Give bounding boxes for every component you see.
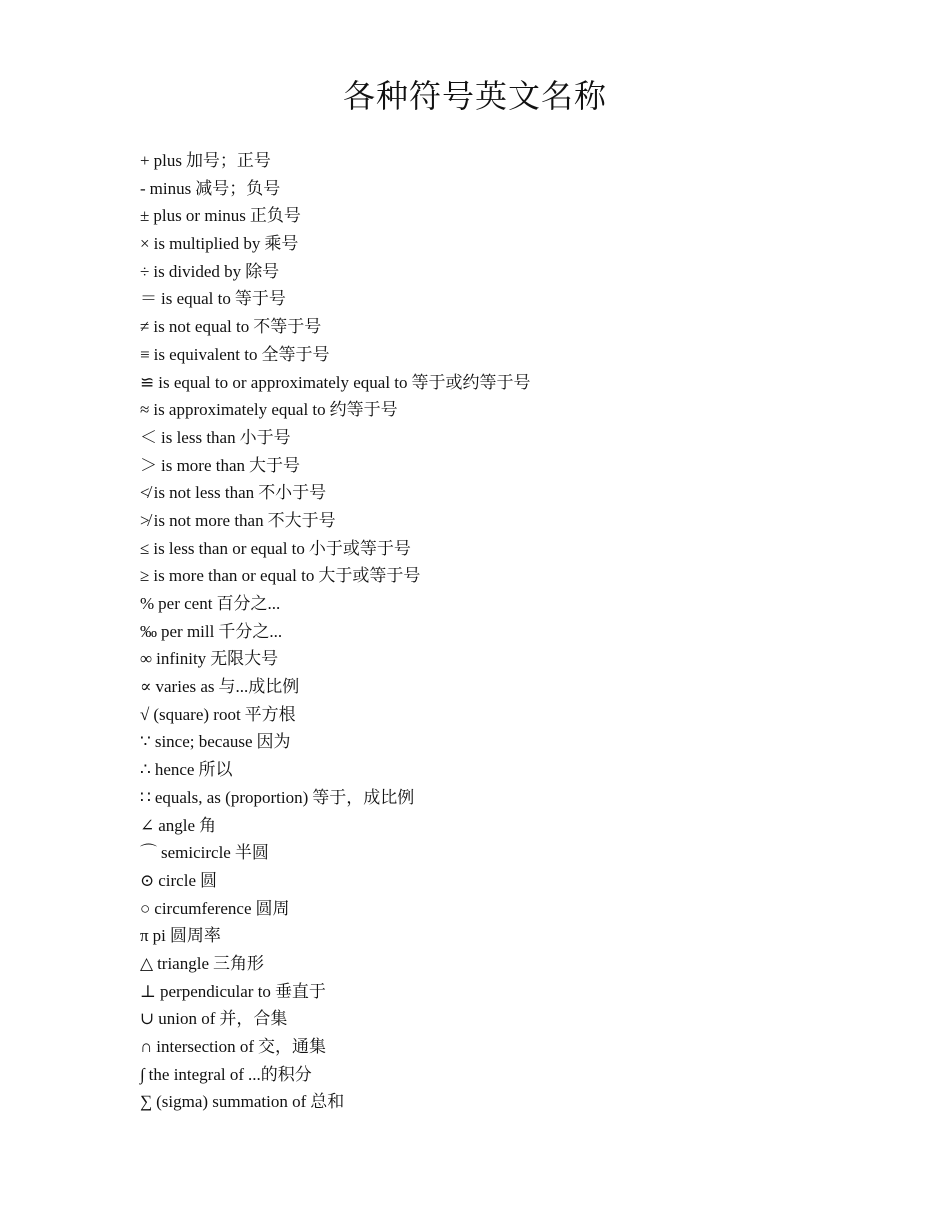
english-name: circle [158, 870, 196, 890]
english-name: is equal to [161, 289, 231, 309]
list-item [140, 978, 840, 1006]
symbol-glyph: ≌ [140, 372, 155, 392]
symbol-glyph: + [140, 151, 150, 170]
list-item [140, 590, 840, 618]
symbol-glyph: ≈ [140, 400, 150, 420]
symbol-glyph: ∝ [140, 677, 152, 697]
symbol-glyph: ≤ [140, 538, 150, 558]
symbol-glyph: ∵ [140, 732, 151, 752]
list-item [140, 147, 840, 175]
symbol-glyph: ∪ [140, 1009, 155, 1029]
english-name: intersection of [156, 1037, 254, 1056]
chinese-name: 小于号 [239, 427, 291, 447]
chinese-name: 加号；正号 [185, 151, 271, 170]
english-name: per mill [161, 621, 215, 641]
english-name: is equivalent to [153, 344, 258, 364]
symbol-glyph: √ [140, 704, 150, 724]
chinese-name: 所以 [198, 760, 233, 780]
list-item [140, 922, 840, 950]
chinese-name: 正负号 [249, 206, 301, 226]
symbol-glyph: ∩ [140, 1037, 153, 1056]
symbol-glyph: ≡ [140, 344, 150, 364]
chinese-name: 与...成比例 [218, 677, 300, 697]
list-item [140, 895, 840, 923]
list-item [140, 535, 840, 563]
chinese-name: 圆周率 [169, 926, 221, 946]
chinese-name: 不小于号 [258, 483, 327, 503]
symbol-glyph: ‰ [140, 621, 157, 641]
english-name: pi [152, 926, 166, 946]
symbol-glyph: ⊥ [140, 981, 156, 1001]
chinese-name: 圆周 [255, 898, 290, 918]
symbol-glyph: ∴ [140, 760, 151, 780]
english-name: is not less than [153, 483, 255, 503]
symbol-glyph: ± [140, 206, 150, 226]
symbol-glyph: ∫ [140, 1064, 145, 1084]
symbol-glyph: ＞ [140, 455, 157, 475]
english-name: is equal to or approximately equal to [158, 372, 408, 392]
english-name: plus or minus [153, 206, 246, 226]
list-item [140, 645, 840, 673]
chinese-name: 并，合集 [219, 1009, 288, 1029]
chinese-name: 小于或等于号 [308, 538, 411, 558]
chinese-name: 等于或约等于号 [411, 372, 531, 392]
list-item [140, 452, 840, 480]
english-name: (sigma) summation of [156, 1092, 307, 1112]
symbol-glyph: ＜ [140, 427, 157, 447]
symbol-glyph: - [140, 178, 146, 198]
list-item [140, 202, 840, 230]
list-item [140, 1005, 840, 1033]
english-name: minus [149, 178, 192, 198]
symbol-glyph: ＝ [140, 289, 157, 309]
symbol-glyph: ≥ [140, 566, 150, 586]
list-item [140, 839, 840, 867]
chinese-name: 大于号 [249, 455, 301, 475]
list-item [140, 673, 840, 701]
chinese-name: 不等于号 [253, 317, 322, 337]
english-name: is approximately equal to [153, 400, 326, 420]
list-item [140, 1088, 840, 1116]
symbol-glyph: ≮ [140, 483, 150, 503]
chinese-name: 垂直于 [274, 981, 326, 1001]
page-title: 各种符号英文名称 [342, 78, 607, 114]
chinese-name: 减号；负号 [195, 178, 281, 198]
chinese-name: 因为 [256, 732, 291, 752]
list-item [140, 1033, 840, 1061]
list-item [140, 701, 840, 729]
list-item [140, 424, 840, 452]
symbol-list [140, 147, 840, 1116]
english-name: is more than or equal to [153, 566, 315, 586]
chinese-name: 平方根 [244, 704, 296, 724]
list-item [140, 175, 840, 203]
english-name: is not equal to [153, 317, 250, 337]
chinese-name: 千分之... [218, 621, 283, 641]
chinese-name: 大于或等于号 [318, 566, 421, 586]
english-name: triangle [157, 953, 209, 973]
chinese-name: 全等于号 [261, 344, 330, 364]
list-item [140, 950, 840, 978]
english-name: per cent [158, 594, 213, 613]
symbol-glyph: ≯ [140, 510, 150, 530]
chinese-name: 乘号 [264, 234, 299, 254]
list-item [140, 756, 840, 784]
list-item [140, 479, 840, 507]
english-name: the integral of [148, 1064, 245, 1084]
english-name: infinity [156, 649, 207, 669]
list-item [140, 341, 840, 369]
english-name: since; because [154, 732, 253, 752]
symbol-glyph: ∑ [140, 1092, 153, 1112]
list-item [140, 562, 840, 590]
english-name: is less than or equal to [153, 538, 305, 558]
symbol-glyph: × [140, 234, 150, 254]
chinese-name: 半圆 [234, 843, 269, 863]
english-name: is divided by [153, 261, 242, 281]
symbol-glyph: ∷ [140, 787, 151, 807]
chinese-name: 不大于号 [267, 510, 336, 530]
english-name: union of [158, 1009, 216, 1029]
symbol-glyph: ÷ [140, 261, 150, 281]
symbol-glyph: ≠ [140, 317, 150, 337]
symbol-glyph: ∞ [140, 649, 153, 669]
list-item [140, 396, 840, 424]
chinese-name: 百分之... [216, 594, 281, 613]
chinese-name: 角 [199, 815, 217, 835]
list-item [140, 784, 840, 812]
symbol-glyph: ⊙ [140, 870, 155, 890]
list-item [140, 313, 840, 341]
list-item [140, 867, 840, 895]
chinese-name: 等于号 [234, 289, 286, 309]
list-item [140, 369, 840, 397]
english-name: angle [158, 815, 196, 835]
list-item [140, 507, 840, 535]
english-name: varies as [155, 677, 215, 697]
list-item [140, 618, 840, 646]
english-name: is more than [161, 455, 246, 475]
symbol-glyph: π [140, 926, 149, 946]
chinese-name: 三角形 [213, 953, 264, 973]
symbol-glyph: △ [140, 953, 154, 973]
symbol-glyph: ○ [140, 898, 151, 918]
english-name: is less than [161, 427, 236, 447]
list-item [140, 812, 840, 840]
english-name: (square) root [153, 704, 241, 724]
list-item [140, 1061, 840, 1089]
list-item [140, 728, 840, 756]
symbol-glyph: ∠ [140, 815, 155, 835]
english-name: plus [153, 151, 182, 170]
list-item [140, 285, 840, 313]
chinese-name: 无限大号 [210, 649, 279, 669]
english-name: semicircle [161, 843, 231, 863]
english-name: perpendicular to [160, 981, 271, 1001]
symbol-glyph: ⌒ [140, 843, 157, 863]
list-item [140, 258, 840, 286]
chinese-name: 圆 [200, 870, 217, 890]
english-name: equals, as (proportion) [154, 787, 309, 807]
chinese-name: 交，通集 [258, 1037, 326, 1056]
english-name: is not more than [153, 510, 264, 530]
list-item [140, 230, 840, 258]
english-name: circumference [154, 898, 252, 918]
chinese-name: ...的积分 [248, 1064, 312, 1084]
chinese-name: 总和 [310, 1092, 345, 1112]
english-name: is multiplied by [153, 234, 261, 254]
chinese-name: 除号 [245, 261, 280, 281]
english-name: hence [154, 760, 195, 780]
symbol-glyph: % [140, 594, 155, 613]
chinese-name: 约等于号 [329, 400, 398, 420]
chinese-name: 等于，成比例 [312, 787, 415, 807]
